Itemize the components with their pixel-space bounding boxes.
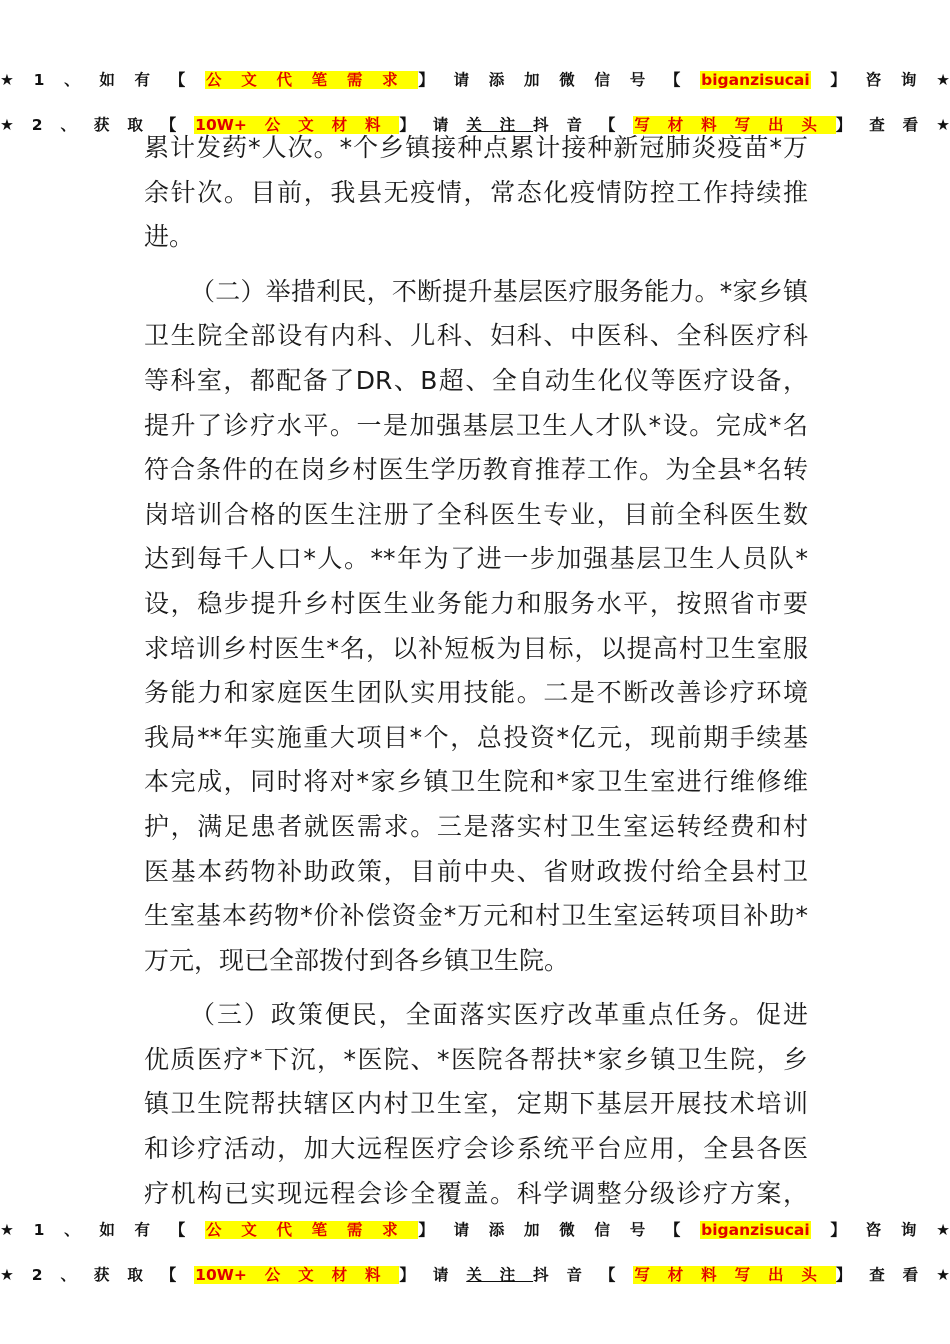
body-line: 我局**年实施重大项目*个，总投资*亿元，现前期手续基 (144, 722, 808, 752)
body-line: 医基本药物补助政策，目前中央、省财政拨付给全县村卫 (144, 856, 808, 886)
document-body (144, 126, 808, 1216)
body-line: 设，稳步提升乡村医生业务能力和服务水平，按照省市要 (144, 588, 808, 618)
banner-text: 】咨询★ (810, 1221, 950, 1239)
banner-text: 】咨询★ (810, 71, 950, 89)
section-heading-line: （三）政策便民，全面落实医疗改革重点任务。促进 (190, 1000, 808, 1030)
body-line: 累计发药*人次。*个乡镇接种点累计接种新冠肺炎疫苗*万 (144, 133, 808, 162)
body-line: 务能力和家庭医生团队实用技能。二是不断改善诊疗环境 (144, 678, 808, 708)
body-line: 符合条件的在岗乡村医生学历教育推荐工作。为全县*名转 (144, 455, 808, 485)
body-line: 优质医疗*下沉，*医院、*医院各帮扶*家乡镇卫生院，乡 (144, 1044, 808, 1074)
body-line: 卫生院全部设有内科、儿科、妇科、中医科、全科医疗科 (144, 321, 808, 351)
banner-text: 抖音【 (533, 1265, 634, 1284)
banner-text: 】请 (399, 1265, 467, 1284)
banner-highlight: 10W+公文材料 (195, 1265, 399, 1284)
banner-highlight: 写材料写出头 (634, 1265, 835, 1284)
body-line: 求培训乡村医生*名，以补短板为目标，以提高村卫生室服 (144, 633, 808, 663)
banner-line-1 (0, 69, 950, 114)
banner-text: 】请 (418, 71, 489, 89)
banner-emphasis: 关注 (466, 1265, 534, 1284)
body-line: 等科室，都配备了DR、B超、全自动生化仪等医疗设备， (144, 365, 808, 395)
body-line: 岗培训合格的医生注册了全科医生专业，目前全科医生数 (144, 499, 808, 529)
banner-text: 】请 (399, 115, 467, 134)
banner-text: 微信号【 (559, 71, 701, 89)
body-line: 生室基本药物*价补偿资金*万元和村卫生室运转项目补助* (144, 901, 808, 931)
body-line: 和诊疗活动，加大远程医疗会诊系统平台应用，全县各医 (144, 1134, 808, 1164)
body-line: 镇卫生院帮扶辖区内村卫生室，定期下基层开展技术培训 (144, 1089, 808, 1119)
body-line: 护，满足患者就医需求。三是落实村卫生室运转经费和村 (144, 811, 808, 841)
banner-emphasis: 添加 (488, 1221, 560, 1239)
banner-text: 】请 (418, 1221, 489, 1239)
footer-banner (0, 1219, 950, 1308)
banner-text: 抖音【 (533, 115, 634, 134)
body-line: 进。 (144, 222, 195, 252)
banner-highlight: 10W+公文材料 (195, 115, 399, 134)
body-line: 余针次。目前，我县无疫情，常态化疫情防控工作持续推 (144, 177, 808, 207)
banner-highlight: 公文代笔需求 (206, 71, 418, 89)
body-line: 提升了诊疗水平。一是加强基层卫生人才队*设。完成*名 (144, 410, 808, 440)
body-line: 万元，现已全部拨付到各乡镇卫生院。 (144, 945, 570, 975)
section-heading-line: （二）举措利民，不断提升基层医疗服务能力。*家乡镇 (190, 276, 808, 306)
banner-text: 】查看★ (835, 115, 950, 134)
body-line: 疗机构已实现远程会诊全覆盖。科学调整分级诊疗方案， (144, 1178, 808, 1208)
body-line: 本完成，同时将对*家乡镇卫生院和*家卫生室进行维修维 (144, 767, 808, 797)
banner-highlight: biganzisucai (701, 1221, 810, 1239)
banner-text: ★2、获取【 (0, 115, 195, 134)
banner-highlight: 写材料写出头 (634, 115, 835, 134)
body-line: 达到每千人口*人。**年为了进一步加强基层卫生人员队* (144, 544, 808, 574)
banner-highlight: biganzisucai (701, 71, 810, 89)
banner-highlight: 公文代笔需求 (206, 1221, 418, 1239)
banner-line-2 (0, 1264, 950, 1309)
banner-emphasis: 关注 (466, 115, 534, 134)
banner-line-1 (0, 1219, 950, 1264)
banner-emphasis: 添加 (488, 71, 560, 89)
banner-text: ★1、如有【 (0, 71, 206, 89)
banner-text: 】查看★ (835, 1265, 950, 1284)
banner-text: 微信号【 (559, 1221, 701, 1239)
banner-text: ★1、如有【 (0, 1221, 206, 1239)
banner-text: ★2、获取【 (0, 1265, 195, 1284)
